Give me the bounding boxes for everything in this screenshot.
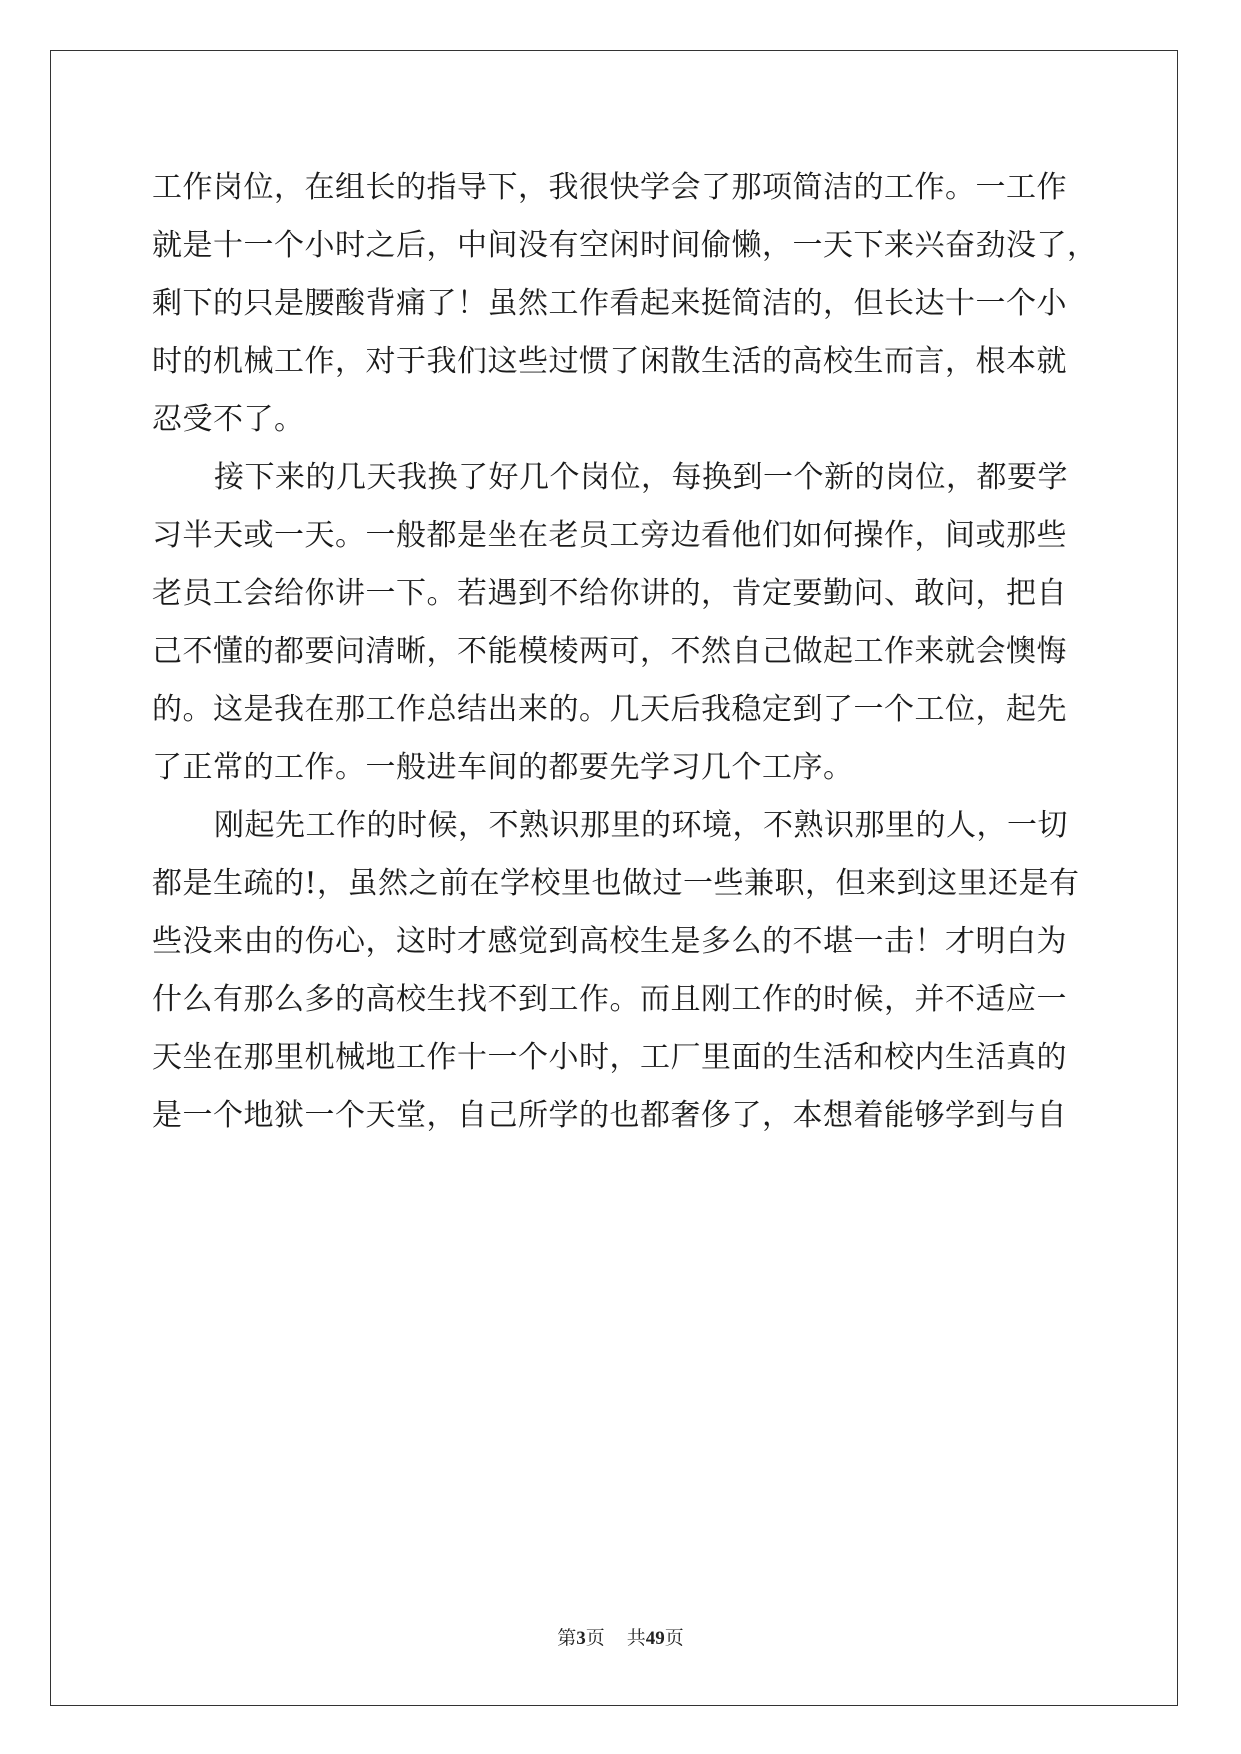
text-line-15: 什么有那么多的高校生找不到工作。而且刚工作的时候，并不适应一 <box>152 982 1067 1017</box>
total-label-prefix: 共 <box>626 1627 646 1649</box>
total-label-suffix: 页 <box>664 1627 684 1649</box>
paragraph-start-line-12: 刚起先工作的时候，不熟识那里的环境，不熟识那里的人，一切 <box>214 808 1068 843</box>
page-label-prefix: 第 <box>557 1627 577 1649</box>
page-label-suffix: 页 <box>585 1627 605 1649</box>
text-line-17: 是一个地狱一个天堂，自己所学的也都奢侈了，本想着能够学到与自 <box>152 1098 1067 1133</box>
text-line-14: 些没来由的伤心，这时才感觉到高校生是多么的不堪一击！才明白为 <box>152 924 1067 959</box>
text-line-11: 了正常的工作。一般进车间的都要先学习几个工序。 <box>152 750 854 785</box>
text-line-16: 天坐在那里机械地工作十一个小时，工厂里面的生活和校内生活真的 <box>152 1040 1067 1075</box>
text-line-2: 就是十一个小时之后，中间没有空闲时间偷懒，一天下来兴奋劲没了， <box>152 228 1098 263</box>
text-line-7: 习半天或一天。一般都是坐在老员工旁边看他们如何操作，间或那些 <box>152 518 1067 553</box>
current-page-number: 3 <box>576 1628 586 1649</box>
text-line-3: 剩下的只是腰酸背痛了！虽然工作看起来挺简洁的，但长达十一个小 <box>152 286 1067 321</box>
text-line-4: 时的机械工作，对于我们这些过惯了闲散生活的高校生而言，根本就 <box>152 344 1067 379</box>
text-line-13: 都是生疏的!，虽然之前在学校里也做过一些兼职，但来到这里还是有 <box>152 866 1080 901</box>
total-page-count: 49 <box>645 1628 665 1649</box>
text-line-5: 忍受不了。 <box>152 402 305 437</box>
text-line-8: 老员工会给你讲一下。若遇到不给你讲的，肯定要勤问、敢问，把自 <box>152 576 1067 611</box>
text-line-1: 工作岗位，在组长的指导下，我很快学会了那项简洁的工作。一工作 <box>152 170 1067 205</box>
page-footer <box>0 1626 1241 1651</box>
text-line-10: 的。这是我在那工作总结出来的。几天后我稳定到了一个工位，起先 <box>152 692 1067 727</box>
text-line-9: 己不懂的都要问清晰，不能模棱两可，不然自己做起工作来就会懊悔 <box>152 634 1067 669</box>
paragraph-start-line-6: 接下来的几天我换了好几个岗位，每换到一个新的岗位，都要学 <box>214 460 1068 495</box>
